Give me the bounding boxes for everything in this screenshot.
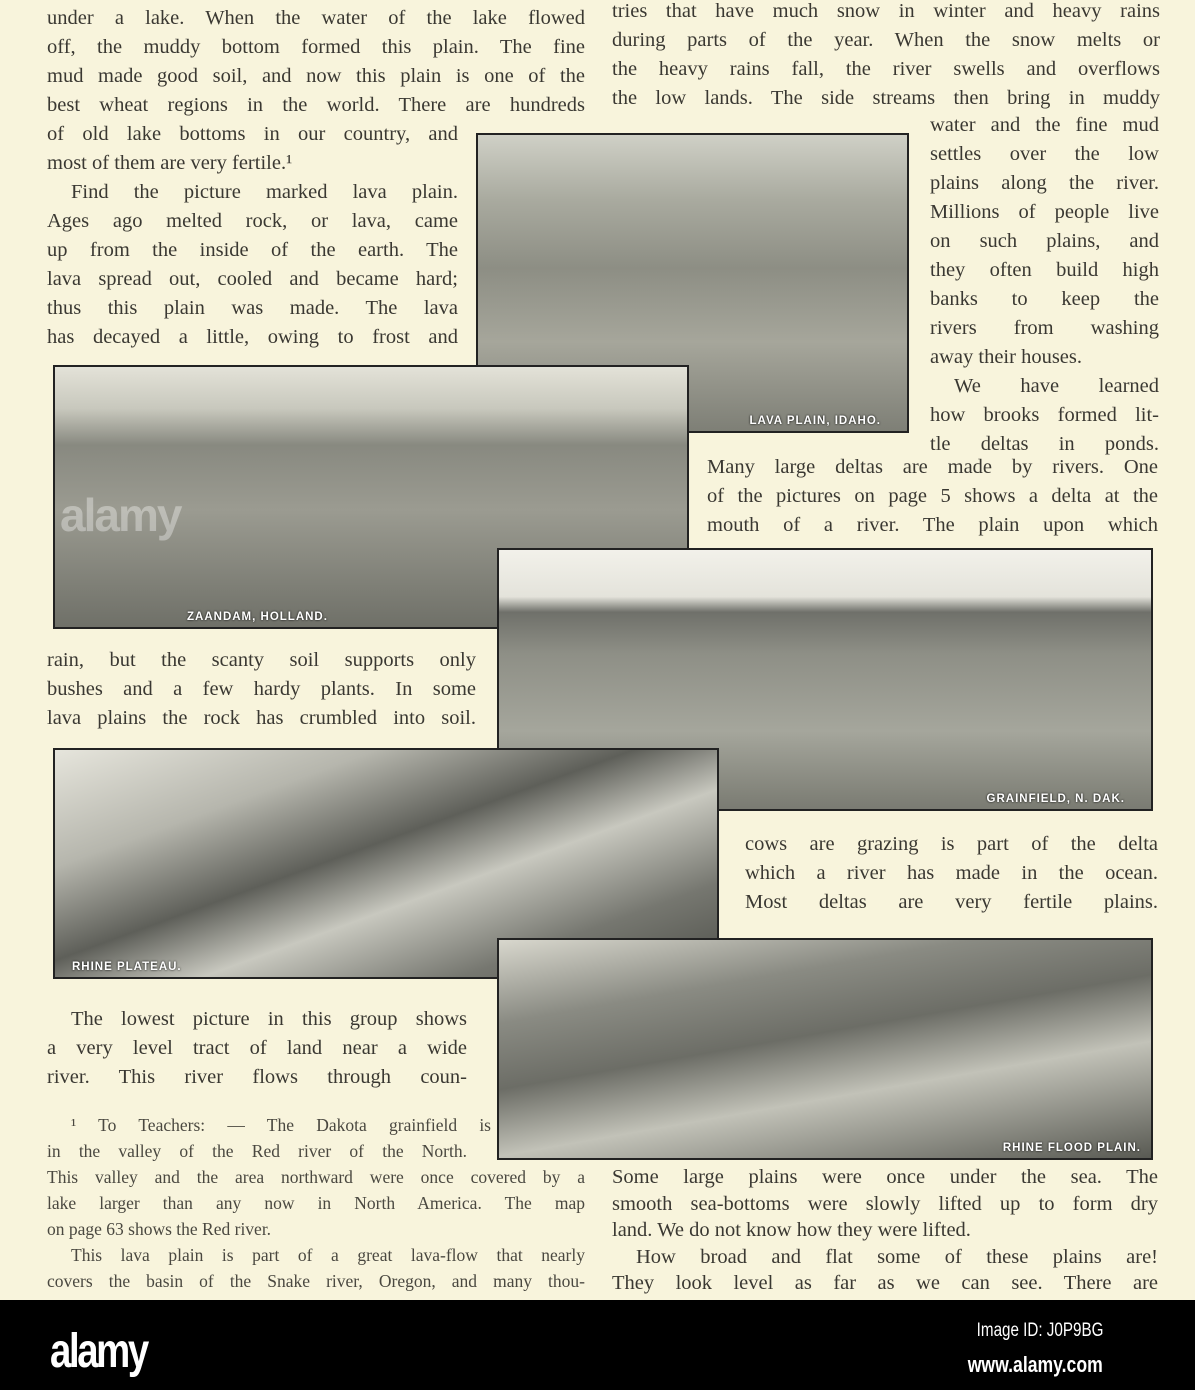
text-line: The lowest picture in this group shows bbox=[71, 1008, 467, 1030]
rain-text bbox=[47, 646, 476, 733]
alamy-url: www.alamy.com bbox=[968, 1352, 1103, 1377]
text-line: away their houses. bbox=[930, 346, 1082, 368]
text-line: lava plains the rock has crumbled into soil. bbox=[47, 707, 476, 729]
text-line: the heavy rains fall, the river swells and overflows bbox=[612, 58, 1160, 80]
text-line: Ages ago melted rock, or lava, came bbox=[47, 210, 458, 232]
text-line: in the valley of the Red river of the North. bbox=[47, 1141, 467, 1161]
deltas-text bbox=[707, 453, 1158, 540]
text-line: banks to keep the bbox=[930, 288, 1159, 310]
text-line: mouth of a river. The plain upon which bbox=[707, 514, 1158, 536]
alamy-logo: alamy bbox=[50, 1325, 147, 1378]
left-lava-text bbox=[47, 120, 458, 352]
watermark-logo-left: alamy bbox=[60, 489, 181, 541]
text-line: of the pictures on page 5 shows a delta at the bbox=[707, 485, 1158, 507]
text-line: on page 63 shows the Red river. bbox=[47, 1219, 272, 1239]
text-line: under a lake. When the water of the lake flowed bbox=[47, 7, 585, 29]
text-line: lake larger than any now in North America. The map bbox=[47, 1193, 585, 1213]
cows-text bbox=[745, 830, 1158, 917]
text-line: lava spread out, cooled and became hard; bbox=[47, 268, 458, 290]
text-line: Most deltas are very fertile plains. bbox=[745, 891, 1158, 913]
right-top-text bbox=[612, 0, 1160, 113]
text-line: smooth sea-bottoms were slowly lifted up to form dry bbox=[612, 1192, 1158, 1215]
text-line: of old lake bottoms in our country, and bbox=[47, 123, 458, 145]
text-line: ¹ To Teachers: — The Dakota grainfield is bbox=[71, 1115, 491, 1135]
text-line: water and the fine mud bbox=[930, 114, 1159, 136]
caption-lava-plain: LAVA PLAIN, IDAHO. bbox=[749, 415, 881, 427]
text-line: Find the picture marked lava plain. bbox=[71, 181, 458, 203]
text-line: tle deltas in ponds. bbox=[930, 433, 1159, 455]
text-line: We have learned bbox=[954, 375, 1159, 397]
text-line: This lava plain is part of a great lava-flow that nearly bbox=[71, 1245, 585, 1265]
text-line: cows are grazing is part of the delta bbox=[745, 833, 1158, 855]
rhine-flood-plain-image bbox=[497, 938, 1153, 1160]
text-line: tries that have much snow in winter and heavy rains bbox=[612, 0, 1160, 22]
text-line: off, the muddy bottom formed this plain. The fine bbox=[47, 36, 585, 58]
text-line: bushes and a few hardy plants. In some bbox=[47, 678, 476, 700]
text-line: covers the basin of the Snake river, Oregon, and many thou- bbox=[47, 1271, 585, 1291]
text-line: up from the inside of the earth. The bbox=[47, 239, 458, 261]
text-line: rain, but the scanty soil supports only bbox=[47, 649, 476, 671]
text-line: most of them are very fertile.¹ bbox=[47, 152, 293, 174]
caption-zaandam: ZAANDAM, HOLLAND. bbox=[187, 611, 328, 623]
text-line: settles over the low bbox=[930, 143, 1159, 165]
text-line: mud made good soil, and now this plain is one of the bbox=[47, 65, 585, 87]
text-line: on such plains, and bbox=[930, 230, 1159, 252]
text-line: They look level as far as we can see. There are bbox=[612, 1272, 1158, 1294]
caption-rhine-flood-plain: RHINE FLOOD PLAIN. bbox=[1002, 1142, 1141, 1154]
caption-rhine-plateau: RHINE PLATEAU. bbox=[72, 961, 182, 973]
text-line: plains along the river. bbox=[930, 172, 1159, 194]
text-line: Some large plains were once under the sea. The bbox=[612, 1166, 1158, 1188]
text-line: a very level tract of land near a wide bbox=[47, 1037, 467, 1059]
text-line: Many large deltas are made by rivers. One bbox=[707, 456, 1158, 478]
text-line: How broad and flat some of these plains are! bbox=[636, 1245, 1158, 1268]
left-top-text bbox=[47, 4, 585, 120]
right-narrow-text bbox=[930, 111, 1159, 459]
text-line: has decayed a little, owing to frost and bbox=[47, 326, 458, 348]
text-line: river. This river flows through coun- bbox=[47, 1066, 467, 1088]
text-line: the low lands. The side streams then bring in muddy bbox=[612, 87, 1160, 109]
text-line: land. We do not know how they were lifted. bbox=[612, 1219, 971, 1241]
watermark-bar bbox=[0, 1300, 1195, 1390]
text-line: thus this plain was made. The lava bbox=[47, 297, 458, 319]
text-line: rivers from washing bbox=[930, 317, 1159, 339]
text-line: which a river has made in the ocean. bbox=[745, 862, 1158, 884]
text-line: how brooks formed lit- bbox=[930, 404, 1159, 426]
text-line: during parts of the year. When the snow melts or bbox=[612, 29, 1160, 51]
text-line: they often build high bbox=[930, 259, 1159, 281]
text-line: Millions of people live bbox=[930, 201, 1159, 223]
sea-plains-text bbox=[612, 1164, 1158, 1297]
caption-grainfield: GRAINFIELD, N. DAK. bbox=[986, 793, 1125, 805]
image-id: Image ID: J0P9BG bbox=[976, 1320, 1103, 1341]
text-line: This valley and the area northward were once covered by a bbox=[47, 1167, 585, 1187]
lowest-picture-text bbox=[47, 1005, 467, 1092]
text-line: best wheat regions in the world. There are hundreds bbox=[47, 94, 585, 116]
